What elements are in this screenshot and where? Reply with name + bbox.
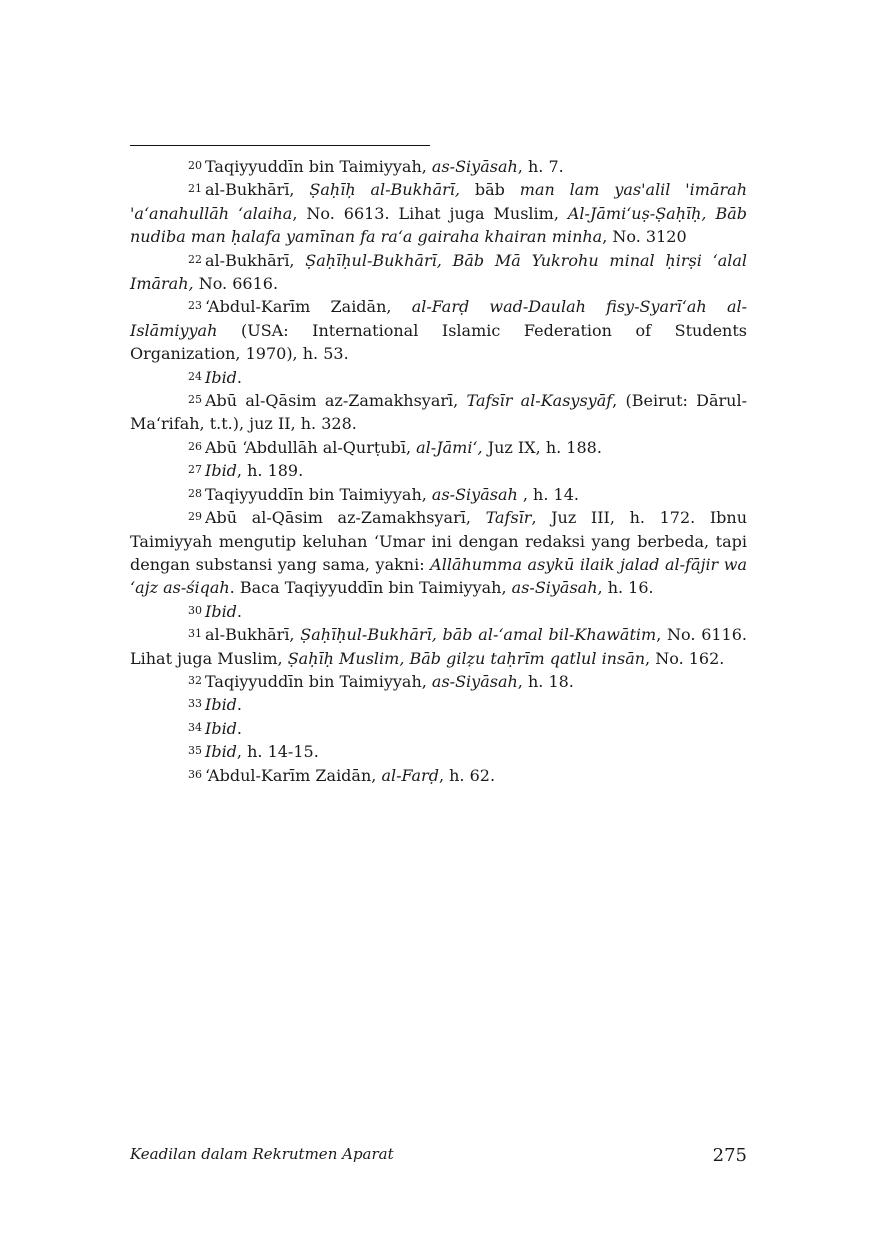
footnote-italic-text: Ibid: [205, 718, 237, 738]
footnote: [130, 389, 747, 436]
footnote-text: , h. 14-15.: [236, 742, 319, 762]
footnote-text: , h. 62.: [438, 765, 496, 785]
footnote-number: 36: [188, 767, 202, 781]
footnote: [130, 155, 747, 178]
footnote-text: , No. 162.: [645, 648, 725, 668]
footnote-text: No. 6616.: [193, 274, 279, 294]
footnote-number: 28: [188, 486, 202, 500]
footnote-number: 22: [188, 252, 202, 266]
footnotes-list: [130, 155, 747, 787]
page-footer: [130, 1145, 747, 1175]
footnote: [130, 436, 747, 459]
footnote-italic-text: Allāhumma asykū ilaik jalad al-fājir wa ‘ajz as-śiqah: [130, 554, 747, 598]
footnote: [130, 693, 747, 716]
footnote-text: al-Bukhārī,: [205, 180, 310, 200]
footnote-text: .: [236, 695, 243, 715]
footnote-italic-text: Ibid: [205, 742, 237, 762]
footnote-text: (USA: International Islamic Federation of Students Organization, 1970), h. 53.: [130, 320, 747, 364]
footnote: [130, 740, 747, 763]
footnote-text: Abū al-Qāsim az-Zamakhsyarī,: [205, 391, 467, 411]
footnote-number: 30: [188, 603, 202, 617]
footnote-text: .: [236, 718, 243, 738]
footnote: [130, 295, 747, 365]
footnote-number: 20: [188, 159, 202, 172]
footnote-text: , (Beirut: Dārul-Ma‘rifah, t.t.), juz II, h. 328.: [130, 391, 747, 434]
footnote-text: .: [236, 601, 243, 621]
footnote-text: bāb: [460, 180, 520, 200]
footnote-text: .: [236, 367, 243, 387]
footnote-italic-text: Ibid: [205, 367, 237, 387]
footnote-number: 24: [188, 369, 202, 383]
footnote: [130, 506, 747, 600]
footnote-text: ‘Abdul-Karīm Zaidān,: [205, 297, 412, 317]
footnote-text: ‘Abdul-Karīm Zaidān,: [205, 765, 382, 785]
footnote-italic-text: Al-Jāmi‘uṣ-Ṣaḥīḥ, Bāb nudiba man ḥalafa yamīnan fa ra‘a gairaha khairan minha: [130, 203, 748, 247]
footnote: [130, 670, 747, 693]
footnote-number: 26: [188, 439, 202, 453]
footnote-italic-text: Ṣaḥīḥul-Bukhārī, bāb al-‘amal bil-Khawātim: [300, 625, 657, 645]
footnote-separator-rule: [130, 145, 430, 146]
footnote-text: Taqiyyuddīn bin Taimiyyah,: [205, 157, 432, 176]
footnote: [130, 249, 747, 296]
footnote-text: al-Bukhārī,: [205, 625, 301, 645]
footnote-text: Juz IX, h. 188.: [482, 437, 602, 457]
footnote-italic-text: as-Siyāsah: [431, 157, 518, 176]
footnote: [130, 623, 747, 670]
footnote-italic-text: Ibid: [205, 695, 237, 715]
footnote-number: 34: [188, 720, 202, 734]
footnote-italic-text: Ibid: [205, 461, 237, 481]
footnote: [130, 717, 747, 740]
footnote-italic-text: Ṣaḥīḥ al-Bukhārī,: [309, 180, 460, 200]
footnote-text: , Juz III, h. 172. Ibnu Taimiyyah mengutip keluhan ‘Umar ini dengan redaksi yang berbeda, tapi dengan substansi yang sama, yakni:: [130, 508, 747, 574]
footnote-number: 31: [188, 627, 202, 641]
footnote-number: 27: [188, 463, 202, 477]
footnote: [130, 600, 747, 623]
footnote-number: 33: [188, 697, 202, 711]
footnote-text: , No. 3120: [602, 227, 687, 247]
footnote: [130, 366, 747, 389]
footnote-italic-text: al-Jāmi‘,: [416, 437, 483, 457]
footnote-text: Taqiyyuddīn bin Taimiyyah,: [205, 484, 432, 504]
footnote-italic-text: as-Siyāsah: [431, 671, 518, 691]
running-title: Keadilan dalam Rekrutmen Aparat: [130, 1145, 394, 1163]
footnote-italic-text: Ṣaḥīḥul-Bukhārī, Bāb Mā Yukrohu minal ḥirṣi ‘alal Imārah,: [130, 250, 748, 294]
footnote-number: 29: [188, 510, 202, 524]
footnote-italic-text: Tafsīr al-Kasysyāf: [466, 391, 613, 411]
footnote-number: 21: [188, 182, 202, 196]
footnote-text: , h. 189.: [236, 461, 304, 481]
footnote: [130, 483, 747, 506]
footnote-text: , No. 6116. Lihat juga Muslim,: [130, 625, 748, 668]
footnote-number: 35: [188, 744, 202, 758]
footnote-italic-text: man lam yas'alil 'imārah 'a‘anahullāh ‘alaiha: [130, 180, 748, 223]
footnote-italic-text: Ibid: [205, 601, 237, 621]
page-number: 275: [712, 1145, 747, 1166]
footnote-italic-text: al-Farḍ: [381, 765, 439, 785]
footnote-text: , h. 18.: [517, 671, 574, 691]
footnote-text: , h. 16.: [597, 578, 654, 598]
footnote-number: 25: [188, 393, 202, 407]
footnote: [130, 459, 747, 482]
footnote: [130, 764, 747, 787]
footnote-number: 23: [188, 299, 202, 313]
footnote-italic-text: Ṣaḥīḥ Muslim, Bāb gilẓu taḥrīm qatlul insān: [287, 648, 646, 668]
footnote-text: , No. 6613. Lihat juga Muslim,: [292, 203, 568, 223]
footnote-text: , h. 14.: [517, 484, 579, 504]
footnote-number: 32: [188, 673, 202, 687]
footnote-text: . Baca Taqiyyuddīn bin Taimiyyah,: [229, 578, 512, 598]
footnote-italic-text: Tafsīr: [485, 508, 532, 528]
footnote: [130, 178, 747, 248]
footnote-text: , h. 7.: [517, 157, 564, 176]
footnote-text: Abū ‘Abdullāh al-Qurṭubī,: [205, 437, 417, 457]
footnote-italic-text: al-Farḍ wad-Daulah fisy-Syarī‘ah al-Islāmiyyah: [130, 297, 748, 340]
footnote-italic-text: as-Siyāsah: [511, 578, 598, 598]
footnote-text: Abū al-Qāsim az-Zamakhsyarī,: [205, 508, 486, 528]
footnote-text: Taqiyyuddīn bin Taimiyyah,: [205, 671, 432, 691]
footnote-italic-text: as-Siyāsah: [431, 484, 518, 504]
footnote-text: al-Bukhārī,: [205, 250, 306, 270]
